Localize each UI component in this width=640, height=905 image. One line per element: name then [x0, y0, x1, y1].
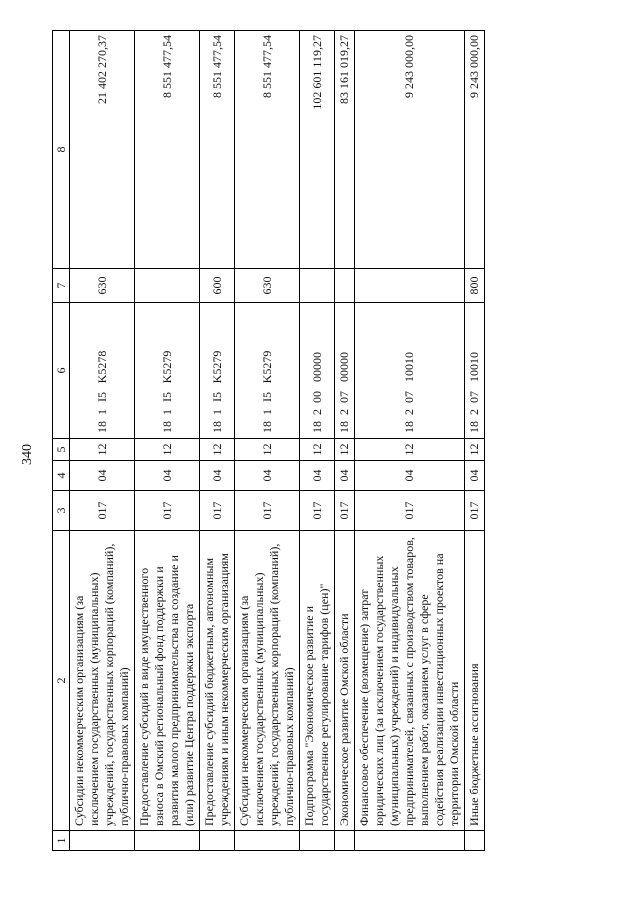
code-part: 18 — [259, 421, 274, 433]
row-col5-cell: 12 — [465, 439, 485, 461]
row-col3-cell: 017 — [235, 491, 300, 531]
code-part: 1 — [209, 409, 224, 415]
row-description: Предоставление субсидий в виде имущественного взноса в Омский региональный фонд поддержки и развития малого предпринимательства на создание и (или) развитие Центра поддержки экспорта — [135, 531, 200, 831]
code-part: 00000 — [309, 352, 324, 382]
row-col1-cell — [235, 831, 300, 851]
row-code-cell — [235, 303, 300, 439]
header-cell: 4 — [53, 461, 70, 491]
row-col3-cell: 017 — [355, 491, 465, 531]
table-row — [200, 31, 235, 851]
header-cell: 1 — [53, 831, 70, 851]
code-part: 18 — [209, 421, 224, 433]
code-part: 10010 — [402, 352, 416, 382]
row-col1-cell — [335, 831, 355, 851]
header-cell: 7 — [53, 269, 70, 303]
row-amount: 8 551 477,54 — [135, 31, 200, 269]
row-description: Финансовое обеспечение (возмещение) затрат юридических лиц (за исключением государственных (муниципальных) учреждений) и индивидуальных предпринимателей, связанных с производством товаров, выполнением работ, оказанием услуг в сфере содействия реализации инвестиционных проектов на территории Омской области — [355, 531, 465, 831]
code-part: 1 — [259, 409, 274, 415]
code-part: 10010 — [467, 352, 481, 382]
row-col3-cell: 017 — [200, 491, 235, 531]
row-col5-cell: 12 — [300, 439, 335, 461]
row-amount: 8 551 477,54 — [235, 31, 300, 269]
row-amount: 9 243 000,00 — [465, 31, 485, 269]
row-col5-cell: 12 — [200, 439, 235, 461]
row-col7-cell — [355, 269, 465, 303]
row-code-cell — [135, 303, 200, 439]
header-cell: 3 — [53, 491, 70, 531]
row-col3-cell: 017 — [300, 491, 335, 531]
header-row — [53, 31, 70, 851]
row-col1-cell — [200, 831, 235, 851]
row-amount: 8 551 477,54 — [200, 31, 235, 269]
code-part: I5 — [94, 392, 109, 402]
code-part: K5279 — [159, 350, 174, 384]
header-cell: 2 — [53, 531, 70, 831]
code-part: 07 — [402, 391, 416, 403]
code-part: 18 — [309, 421, 324, 433]
code-part: 2 — [467, 409, 481, 415]
row-col5-cell: 12 — [355, 439, 465, 461]
budget-table — [52, 30, 485, 851]
row-col4-cell: 04 — [135, 461, 200, 491]
row-code-cell — [465, 303, 485, 439]
row-description: Экономическое развитие Омской области — [335, 531, 355, 831]
row-col7-cell — [335, 269, 355, 303]
code-part: K5278 — [94, 350, 109, 384]
header-cell: 6 — [53, 303, 70, 439]
row-col1-cell — [300, 831, 335, 851]
code-part: K5279 — [259, 350, 274, 384]
row-description: Предоставление субсидий бюджетным, автономным учреждениям и иным некоммерческим организациям — [200, 531, 235, 831]
header-cell: 5 — [53, 439, 70, 461]
code-part: 07 — [337, 391, 351, 403]
table-row — [300, 31, 335, 851]
row-col4-cell: 04 — [200, 461, 235, 491]
row-code-cell — [355, 303, 465, 439]
row-col7-cell — [135, 269, 200, 303]
row-col4-cell: 04 — [465, 461, 485, 491]
row-col7-cell: 630 — [235, 269, 300, 303]
page-number: 340 — [20, 444, 35, 465]
row-code-cell — [335, 303, 355, 439]
row-col7-cell: 630 — [70, 269, 135, 303]
row-description: Иные бюджетные ассигнования — [465, 531, 485, 831]
row-description: Подпрограмма "Экономическое развитие и государственное регулирование тарифов (цен)" — [300, 531, 335, 831]
code-part: 18 — [159, 421, 174, 433]
code-part: 00 — [309, 391, 324, 403]
row-col4-cell: 04 — [335, 461, 355, 491]
row-col4-cell: 04 — [235, 461, 300, 491]
code-part: I5 — [159, 392, 174, 402]
row-col5-cell: 12 — [135, 439, 200, 461]
row-col1-cell — [135, 831, 200, 851]
code-part: I5 — [259, 392, 274, 402]
code-part: 18 — [94, 421, 109, 433]
row-amount: 21 402 270,37 — [70, 31, 135, 269]
row-code-cell — [70, 303, 135, 439]
row-col7-cell: 600 — [200, 269, 235, 303]
row-amount: 83 161 019,27 — [335, 31, 355, 269]
code-part: 2 — [309, 409, 324, 415]
code-part: 2 — [337, 409, 351, 415]
row-col3-cell: 017 — [465, 491, 485, 531]
header-cell: 8 — [53, 31, 70, 269]
row-col3-cell: 017 — [135, 491, 200, 531]
row-col5-cell: 12 — [70, 439, 135, 461]
code-part: I5 — [209, 392, 224, 402]
table-row — [135, 31, 200, 851]
row-col4-cell: 04 — [300, 461, 335, 491]
row-col4-cell: 04 — [355, 461, 465, 491]
code-part: K5279 — [209, 350, 224, 384]
row-amount: 9 243 000,00 — [355, 31, 465, 269]
table-row — [465, 31, 485, 851]
code-part: 1 — [94, 409, 109, 415]
row-col5-cell: 12 — [335, 439, 355, 461]
code-part: 18 — [337, 421, 351, 433]
code-part: 18 — [467, 421, 481, 433]
row-col1-cell — [70, 831, 135, 851]
row-col1-cell — [355, 831, 465, 851]
table-row — [335, 31, 355, 851]
code-part: 1 — [159, 409, 174, 415]
row-col5-cell: 12 — [235, 439, 300, 461]
table-row — [235, 31, 300, 851]
table-row — [355, 31, 465, 851]
row-col3-cell: 017 — [335, 491, 355, 531]
row-col7-cell: 800 — [465, 269, 485, 303]
row-amount: 102 601 119,27 — [300, 31, 335, 269]
code-part: 18 — [402, 421, 416, 433]
row-code-cell — [200, 303, 235, 439]
row-description: Субсидии некоммерческим организациям (за исключением государственных (муниципальных) учреждений, государственных корпораций (компаний), публично-правовых компаний) — [235, 531, 300, 831]
row-code-cell — [300, 303, 335, 439]
row-description: Субсидии некоммерческим организациям (за исключением государственных (муниципальных) учреждений, государственных корпораций (компаний), публично-правовых компаний) — [70, 531, 135, 831]
table-row — [70, 31, 135, 851]
row-col3-cell: 017 — [70, 491, 135, 531]
code-part: 00000 — [337, 352, 351, 382]
code-part: 07 — [467, 391, 481, 403]
row-col4-cell: 04 — [70, 461, 135, 491]
row-col1-cell — [465, 831, 485, 851]
row-col7-cell — [300, 269, 335, 303]
code-part: 2 — [402, 409, 416, 415]
